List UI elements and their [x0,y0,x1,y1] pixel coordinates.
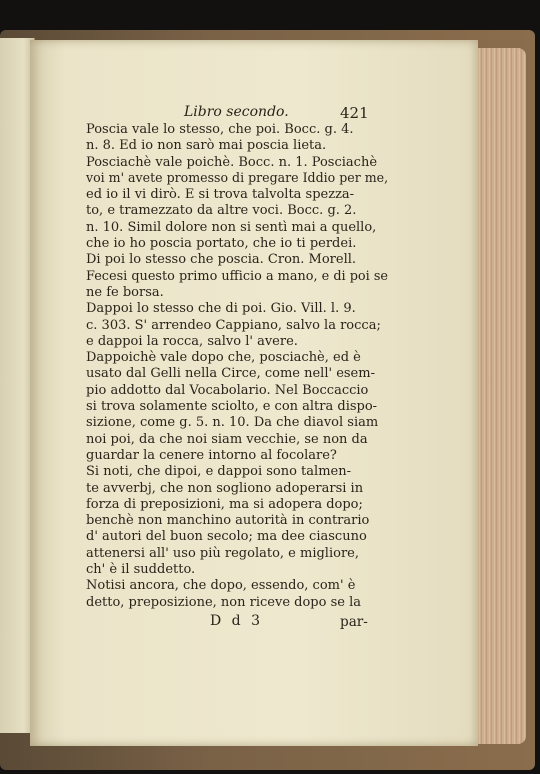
text-line: si trova solamente sciolto, e con altra dispo- [86,399,378,415]
text-line: n. 8. Ed io non sarò mai poscia lieta. [86,138,327,154]
text-line: Dappoi lo stesso che di poi. Gio. Vill. l. 9. [86,301,356,317]
printer-signature: D d 3 [210,613,263,629]
page-body-text [86,122,392,611]
text-line: Poscia vale lo stesso, che poi. Bocc. g. 4. [86,122,354,137]
text-line: benchè non manchino autorità in contrario [86,513,370,529]
text-line: detto, preposizione, non riceve dopo se la [86,594,361,610]
text-line: pio addotto dal Vocabolario. Nel Boccaccio [86,382,369,398]
text-line: Di poi lo stesso che poscia. Cron. Morell. [86,252,357,268]
text-line: Notisi ancora, che dopo, essendo, com' è [86,578,356,594]
text-line: ne fe borsa. [86,284,164,300]
page-number: 421 [340,104,369,122]
text-line: Si noti, che dipoi, e dappoi sono talmen- [86,464,351,480]
text-line: ed io il vi dirò. E si trova talvolta spezza- [86,187,355,203]
text-line: sizione, come g. 5. n. 10. Da che diavol siam [86,415,379,431]
text-line: che io ho poscia portato, che io ti perdei. [86,236,357,252]
text-line: Posciachè vale poichè. Bocc. n. 1. Posciachè [86,154,378,170]
text-line: usato dal Gelli nella Circe, come nell' esem- [86,366,375,382]
text-line: noi poi, da che noi siam vecchie, se non da [86,431,368,447]
text-line: d' autori del buon secolo; ma dee ciascuno [86,529,367,545]
text-line: to, e tramezzato da altre voci. Bocc. g. 2. [86,203,357,219]
text-line: n. 10. Simil dolore non si sentì mai a quello, [86,219,377,235]
text-line: e dappoi la rocca, salvo l' avere. [86,333,298,349]
text-line: attenersi all' uso più regolato, e migliore, [86,545,359,561]
page-fore-edge [478,48,526,744]
running-head: Libro secondo. [184,104,289,120]
text-line: Dappoichè vale dopo che, posciachè, ed è [86,350,361,366]
text-line: Fecesi questo primo ufficio a mano, e di poi se [86,268,389,284]
text-line: te avverbj, che non sogliono adoperarsi in [86,480,364,496]
catchword: par- [340,614,368,630]
text-line: forza di preposizioni, ma si adopera dopo; [86,496,363,512]
text-line: c. 303. S' arrendeo Cappiano, salvo la rocca; [86,317,381,333]
text-line: voi m' avete promesso di pregare Iddio per me, [86,170,389,186]
text-line: guardar la cenere intorno al focolare? [86,447,337,463]
text-line: ch' è il suddetto. [86,562,196,578]
